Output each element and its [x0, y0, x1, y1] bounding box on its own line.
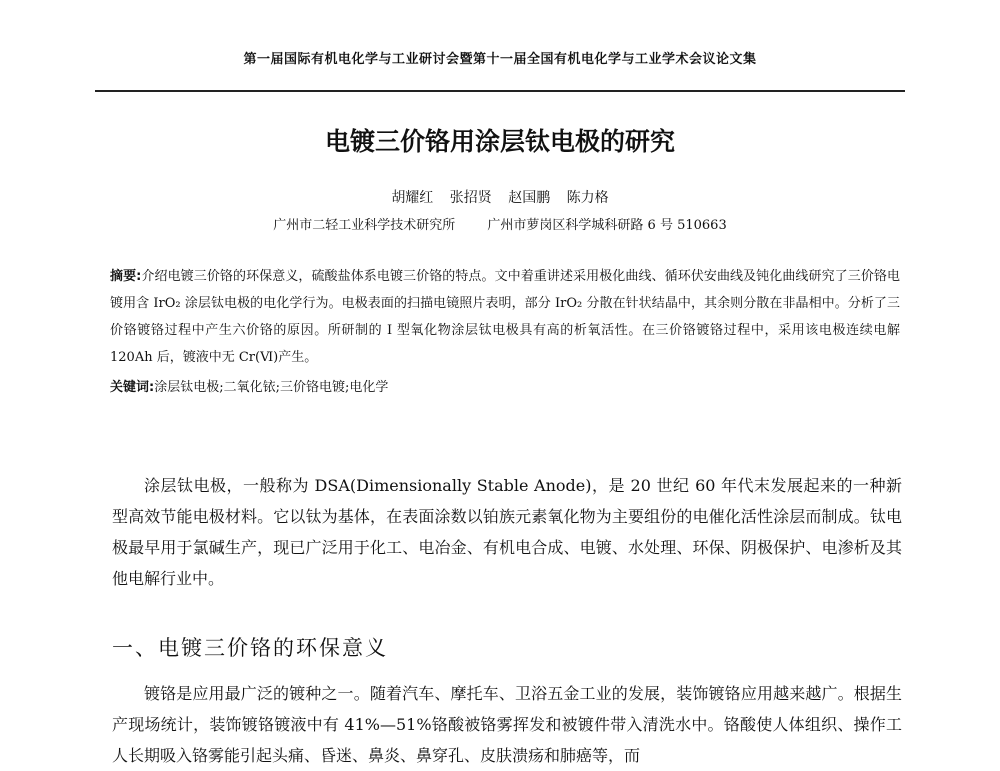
- abstract: [110, 263, 900, 371]
- intro-paragraph: 涂层钛电极，一般称为 DSA(Dimensionally Stable Anode)，是 20 世纪 60 年代末发展起来的一种新型高效节能电极材料。它以钛为基体，在表面涂数以铂族元素氧化物为主要组份的电催化活性涂层而制成。钛电极最早用于氯碱生产，现已广泛用于化工、电冶金、有机电合成、电镀、水处理、环保、阴极保护、电渗析及其他电解行业中。: [112, 476, 902, 588]
- abstract-text: 介绍电镀三价铬的环保意义，硫酸盐体系电镀三价铬的特点。文中着重讲述采用极化曲线、循环伏安曲线及钝化曲线研究了三价铬电镀用含 IrO₂ 涂层钛电极的电化学行为。电极表面的扫描电镜照片表明，部分 IrO₂ 分散在针状结晶中，其余则分散在非晶相中。分析了三价铬镀铬过程中产生六价铬的原因。所研制的 I 型氧化物涂层钛电极具有高的析氧活性。在三价铬镀铬过程中，采用该电极连续电解 120Ah 后，镀液中无 Cr(Ⅵ)产生。: [110, 269, 900, 365]
- abstract-label: 摘要:: [110, 269, 142, 284]
- author-name: 陈力格: [566, 190, 609, 206]
- affiliation-institute: 广州市二轻工业科学技术研究所: [273, 218, 456, 233]
- author-name: 赵国鹏: [508, 190, 551, 206]
- paper-title: 电镀三价铬用涂层钛电极的研究: [324, 127, 675, 156]
- running-header: 第一届国际有机电化学与工业研讨会暨第十一届全国有机电化学与工业学术会议论文集: [243, 52, 757, 67]
- affiliation-address: 广州市萝岗区科学城科研路 6 号 510663: [487, 218, 727, 233]
- author-list: [0, 187, 1000, 207]
- author-name: 张招贤: [449, 190, 492, 206]
- author-name: 胡耀红: [391, 190, 434, 206]
- header-rule: [95, 90, 905, 92]
- keywords: [110, 378, 900, 398]
- affiliation: [0, 214, 1000, 233]
- section-paragraph: 镀铬是应用最广泛的镀种之一。随着汽车、摩托车、卫浴五金工业的发展，装饰镀铬应用越来越广。根据生产现场统计，装饰镀铬镀液中有 41%—51%铬酸被铬雾挥发和被镀件带入清洗水中。铬酸使人体组织、操作工人长期吸入铬雾能引起头痛、昏迷、鼻炎、鼻穿孔、皮肤溃疡和肺癌等，而: [112, 684, 902, 765]
- section-heading: 一、电镀三价铬的环保意义: [112, 636, 388, 660]
- keywords-text: 涂层钛电极;二氧化铱;三价铬电镀;电化学: [154, 380, 389, 395]
- keywords-label: 关键词:: [110, 380, 155, 395]
